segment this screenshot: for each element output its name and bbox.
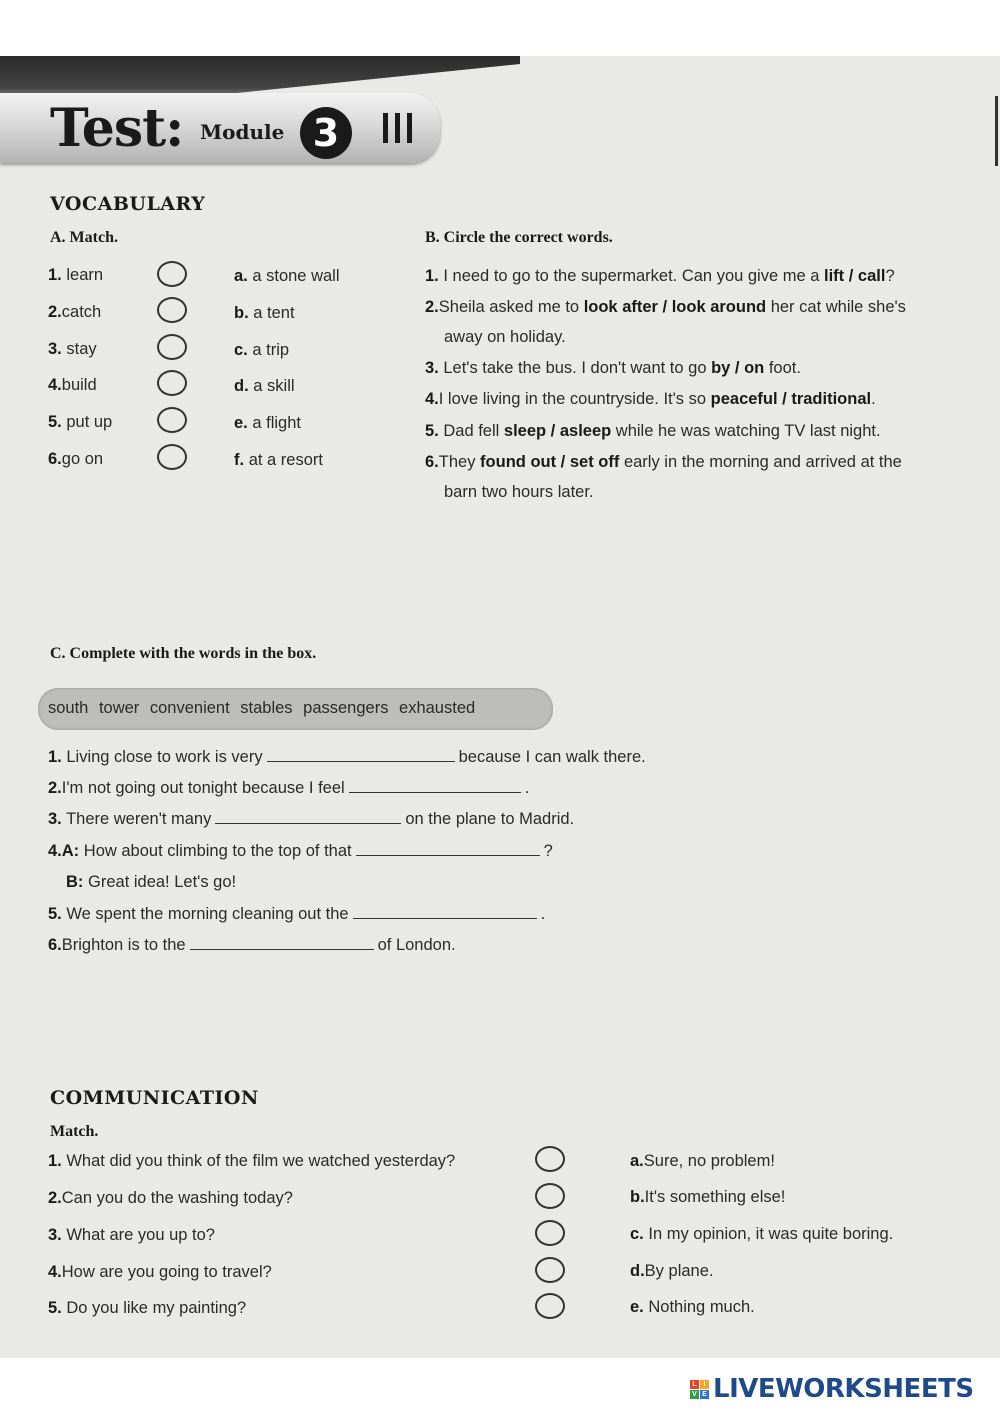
b-item-6-continuation: barn two hours later. [444,483,594,501]
b-item-2-continuation: away on holiday. [444,328,566,346]
vocabulary-title: VOCABULARY [50,193,206,215]
a-left-item: 5. put up [48,413,113,431]
word-box-words: south tower convenient stables passengers exhausted [48,699,476,717]
b-item-3: 3. Let's take the bus. I don't want to go by / on foot. [425,359,801,377]
b-options[interactable]: look after / look around [583,298,767,316]
section-a-title: A. Match. [50,229,118,246]
answer-blank[interactable] [190,935,374,950]
answer-blank[interactable] [215,809,401,824]
b-options[interactable]: by / on [711,359,765,377]
answer-circle-a3[interactable] [157,334,187,360]
a-left-item: 2.catch [48,303,102,321]
logo-letter: L [690,1380,699,1389]
logo-letter: V [690,1390,699,1399]
answer-circle-comm5[interactable] [535,1293,565,1319]
top-margin [0,0,1000,56]
b-item-4: 4.I love living in the countryside. It's so peaceful / traditional. [425,390,876,408]
c-item-2: 2.I'm not going out tonight because I feel . [48,779,530,797]
b-item-6: 6.They found out / set off early in the morning and arrived at the [425,453,902,471]
a-left-item: 1. learn [48,266,104,284]
communication-subtitle: Match. [50,1123,99,1140]
comm-left-item: 5. Do you like my painting? [48,1299,247,1317]
comm-left-item: 4.How are you going to travel? [48,1263,272,1281]
answer-circle-comm1[interactable] [535,1146,565,1172]
b-item-1: 1. I need to go to the supermarket. Can you give me a lift / call? [425,267,895,285]
liveworksheets-logo [690,1374,974,1404]
c-item-3: 3. There weren't many on the plane to Madrid. [48,810,575,828]
section-b-title: B. Circle the correct words. [425,229,613,246]
c-item-1: 1. Living close to work is very because I can walk there. [48,748,646,766]
comm-left-item: 2.Can you do the washing today? [48,1189,293,1207]
answer-circle-comm3[interactable] [535,1220,565,1246]
logo-letter: I [700,1380,709,1389]
a-left-item: 3. stay [48,340,97,358]
a-left-item: 4.build [48,376,97,394]
a-right-item: b. a tent [234,304,295,322]
answer-blank[interactable] [349,778,521,793]
comm-left-item: 3. What are you up to? [48,1226,215,1244]
liveworksheets-logo-icon [690,1380,709,1399]
c-item-6: 6.Brighton is to the of London. [48,936,456,954]
answer-blank[interactable] [356,841,540,856]
a-right-item: f. at a resort [234,451,323,469]
a-right-item: d. a skill [234,377,295,395]
answer-circle-a2[interactable] [157,297,187,323]
answer-blank[interactable] [267,747,455,762]
comm-right-item: d.By plane. [630,1262,714,1280]
logo-letter: E [700,1390,709,1399]
c-item-5: 5. We spent the morning cleaning out the . [48,905,546,923]
comm-right-item: a.Sure, no problem! [630,1152,775,1170]
section-c-title: C. Complete with the words in the box. [50,645,317,662]
answer-circle-comm2[interactable] [535,1183,565,1209]
a-left-item: 6.go on [48,450,104,468]
b-options[interactable]: peaceful / traditional [710,390,872,408]
liveworksheets-logo-text: LIVEWORKSHEETS [713,1374,974,1404]
answer-circle-a6[interactable] [157,444,187,470]
a-right-item: c. a trip [234,341,290,359]
b-options[interactable]: lift / call [824,267,886,285]
answer-circle-a4[interactable] [157,370,187,396]
comm-right-item: b.It's something else! [630,1188,786,1206]
answer-blank[interactable] [353,904,537,919]
comm-right-item: e. Nothing much. [630,1298,755,1316]
module-number-badge: 3 [300,107,352,159]
answer-circle-comm4[interactable] [535,1257,565,1283]
comm-right-item: c. In my opinion, it was quite boring. [630,1225,894,1243]
a-right-item: e. a flight [234,414,301,432]
scan-edge-mark [995,96,998,166]
a-right-item: a. a stone wall [234,267,340,285]
module-bars-icon [383,113,412,143]
header-dark-stripe [0,56,520,96]
b-item-2: 2.Sheila asked me to look after / look around her cat while she's [425,298,906,316]
module-label: Module [200,120,285,144]
c-item-4b: B: Great idea! Let's go! [66,873,237,891]
comm-left-item: 1. What did you think of the film we watched yesterday? [48,1152,456,1170]
b-item-5: 5. Dad fell sleep / asleep while he was watching TV last night. [425,422,881,440]
b-options[interactable]: found out / set off [480,453,620,471]
b-options[interactable]: sleep / asleep [503,422,612,440]
answer-circle-a1[interactable] [157,261,187,287]
answer-circle-a5[interactable] [157,407,187,433]
c-item-4a: 4.A: How about climbing to the top of that ? [48,842,553,860]
communication-title: COMMUNICATION [50,1087,259,1109]
test-title: Test: [50,98,184,159]
